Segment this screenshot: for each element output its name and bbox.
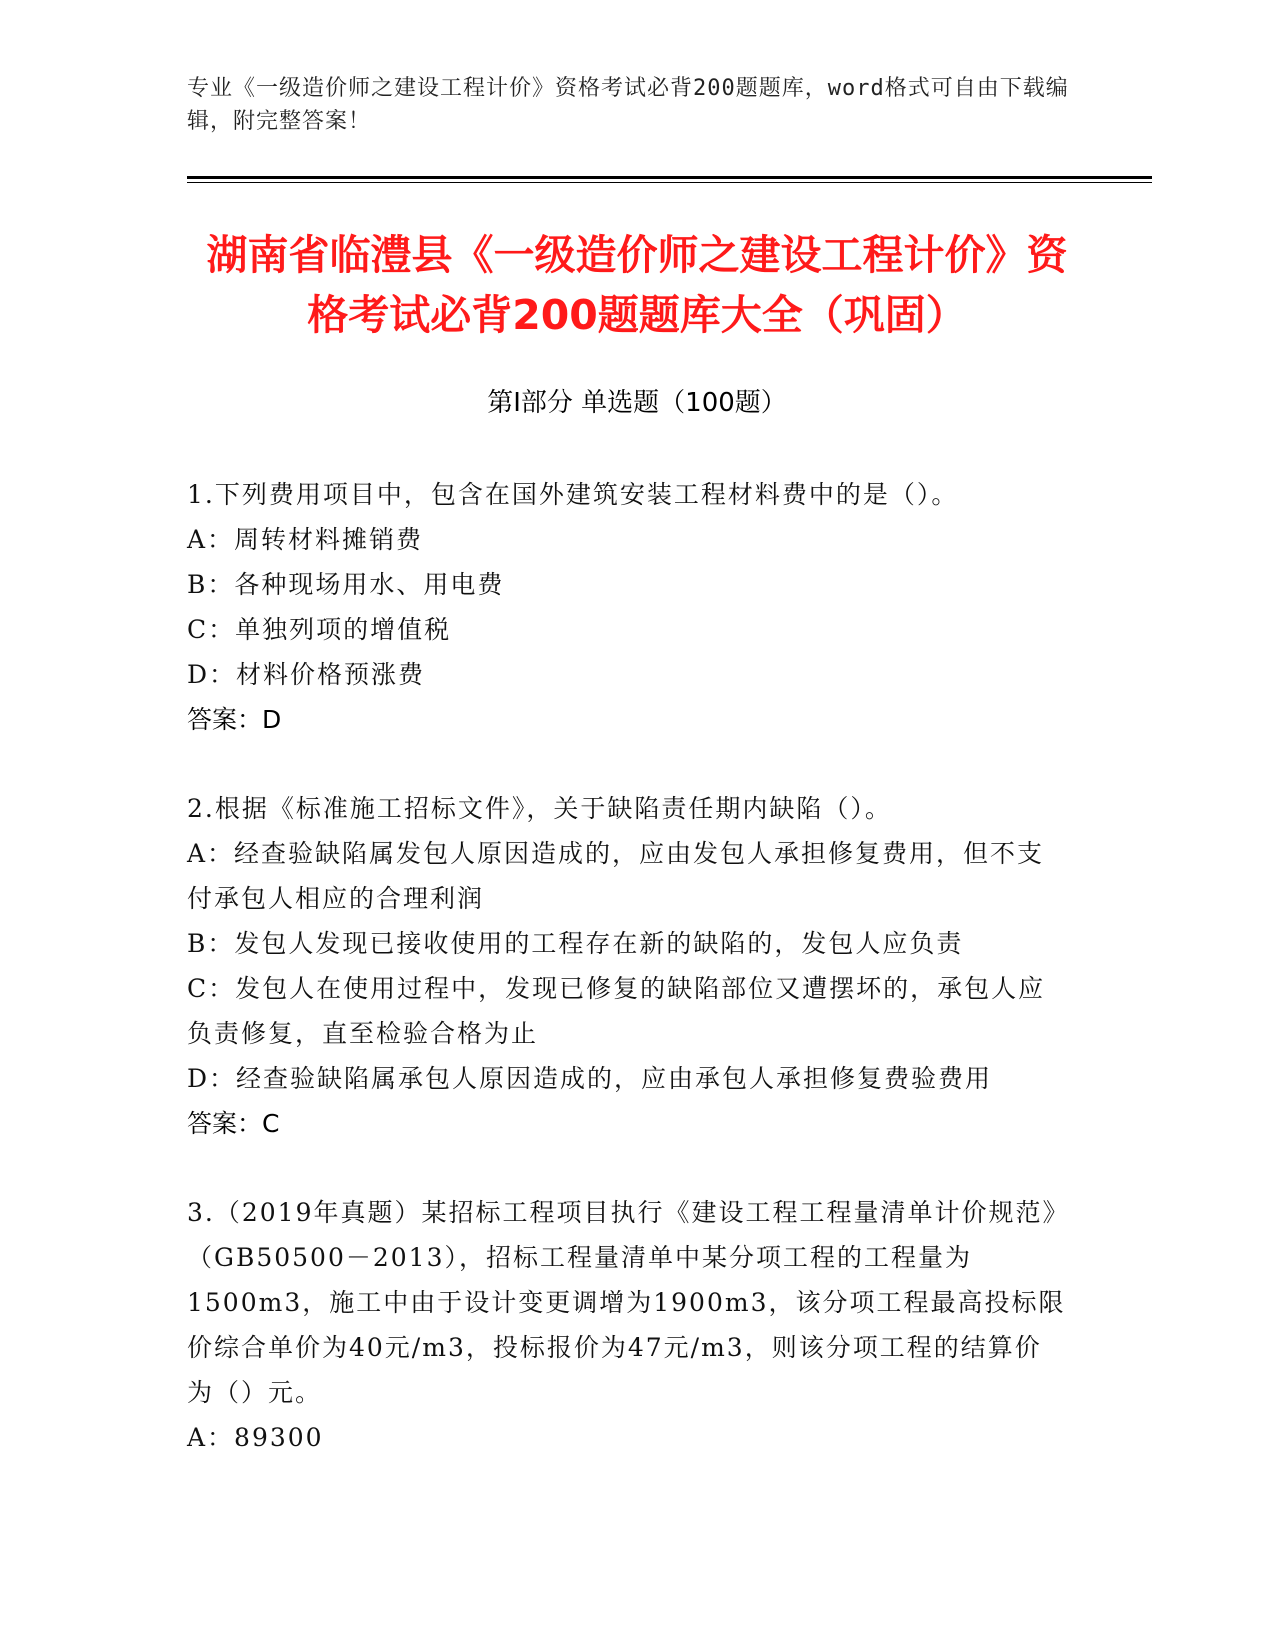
question-1 <box>187 472 1067 742</box>
question-3 <box>187 1190 1067 1460</box>
option-b: B：各种现场用水、用电费 <box>187 570 505 599</box>
option-c: C：发包人在使用过程中，发现已修复的缺陷部位又遭摆坏的，承包人应负责修复，直至检验合格为止 <box>187 974 1046 1048</box>
header-rule-thin <box>187 182 1152 183</box>
option-d: D：材料价格预涨费 <box>187 660 426 689</box>
answer: 答案：D <box>187 705 282 734</box>
answer: 答案：C <box>187 1109 280 1138</box>
section-heading: 第Ⅰ部分 单选题（100题） <box>487 388 787 418</box>
question-stem: 2.根据《标准施工招标文件》，关于缺陷责任期内缺陷（）。 <box>187 794 892 823</box>
option-c: C：单独列项的增值税 <box>187 615 452 644</box>
option-d: D：经查验缺陷属承包人原因造成的，应由承包人承担修复费验费用 <box>187 1064 993 1093</box>
question-list <box>187 472 1067 1504</box>
option-b: B：发包人发现已接收使用的工程存在新的缺陷的，发包人应负责 <box>187 929 964 958</box>
question-stem: 1.下列费用项目中，包含在国外建筑安装工程材料费中的是（）。 <box>187 480 959 509</box>
header-note: 专业《一级造价师之建设工程计价》资格考试必背200题题库，word格式可自由下载编辑，附完整答案！ <box>187 76 1069 134</box>
option-a: A：周转材料摊销费 <box>187 525 424 554</box>
document-title: 湖南省临澧县《一级造价师之建设工程计价》资格考试必背200题题库大全（巩固） <box>206 231 1068 339</box>
option-a: A：89300 <box>187 1423 324 1452</box>
question-stem: 3.（2019年真题）某招标工程项目执行《建设工程工程量清单计价规范》（GB50500－2013），招标工程量清单中某分项工程的工程量为1500m3，施工中由于设计变更调增为1900m3，该分项工程最高投标限价综合单价为40元/m3，投标报价为47元/m3，则该分项工程的结算价为（）元。 <box>187 1198 1066 1407</box>
question-2 <box>187 786 1067 1146</box>
option-a: A：经查验缺陷属发包人原因造成的，应由发包人承担修复费用，但不支付承包人相应的合理利润 <box>187 839 1045 913</box>
header-rule-thick <box>187 176 1152 179</box>
